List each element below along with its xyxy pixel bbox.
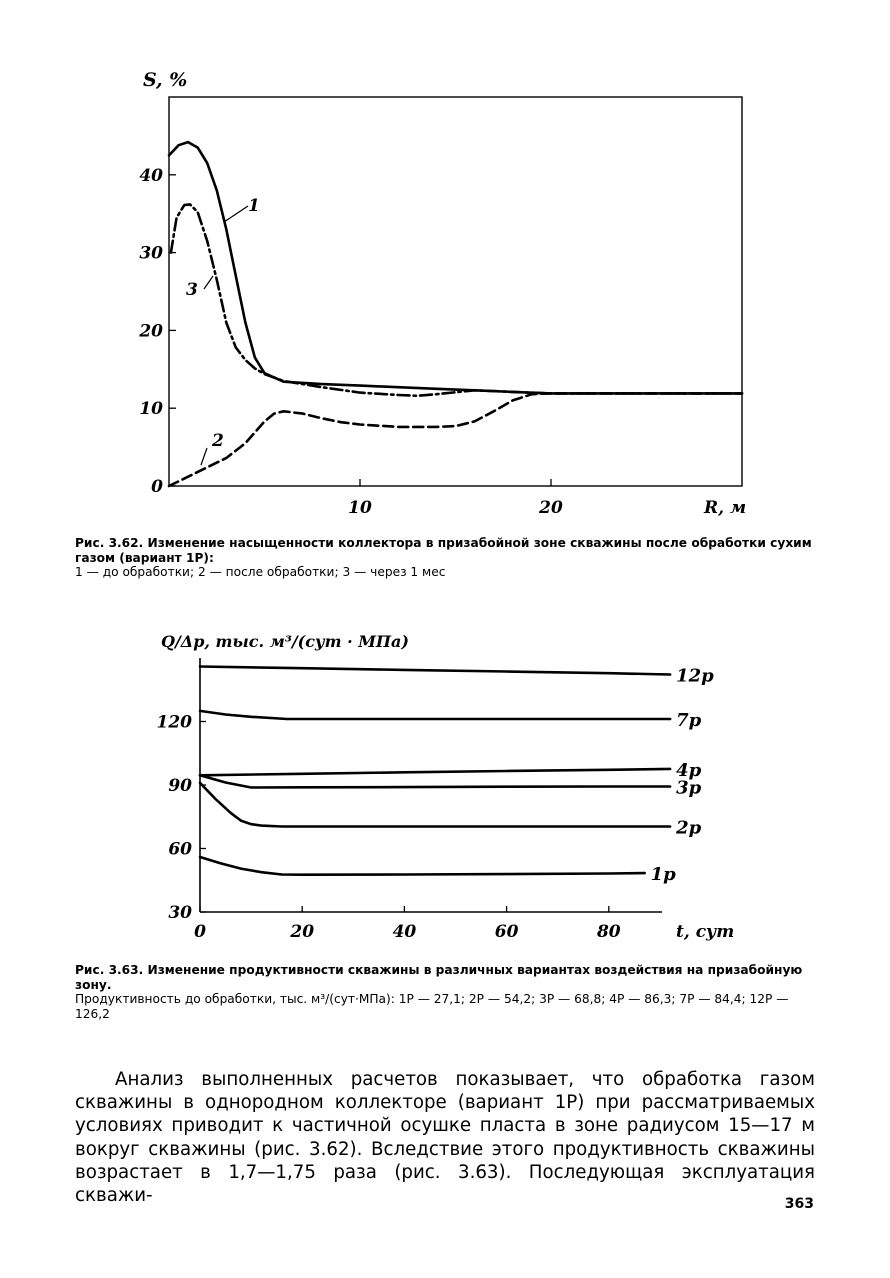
chart2-ylabel: Q/Δp, тыс. м³/(сут · МПа) [161, 632, 409, 651]
chart2-xlabel: t, сут [676, 922, 735, 942]
chart2-series-label: 7р [676, 709, 702, 731]
chart2-xtick-label: 60 [494, 922, 519, 942]
chart1-xtick-label: 20 [539, 498, 563, 518]
chart2-series-label: 3р [676, 777, 702, 799]
chart2-series [200, 666, 714, 886]
chart1-ytick-label: 0 [151, 477, 163, 497]
productivity-chart [0, 620, 890, 950]
label-1-leader [224, 206, 248, 222]
curve-label-2: 2 [212, 431, 224, 451]
chart2-ytick-label: 90 [168, 776, 192, 796]
chart1-ytick-label: 20 [139, 321, 163, 342]
chart2-ytick-label: 120 [156, 712, 192, 733]
chart1-xtick-label: 10 [348, 498, 372, 518]
chart1-series-2 [169, 393, 742, 486]
chart1-ticks [138, 166, 563, 518]
chart2-xtick-label: 80 [596, 922, 621, 942]
chart1-ytick-label: 40 [139, 165, 163, 186]
chart2-series-label: 12р [676, 665, 714, 687]
figure-3-62-caption [75, 536, 815, 580]
chart2-series-3р [200, 775, 670, 787]
chart1-xlabel: R, м [704, 498, 747, 518]
chart1-ytick-label: 10 [139, 399, 163, 420]
curve-label-1: 1 [248, 196, 260, 216]
chart1-ytick-label: 30 [139, 243, 163, 264]
body-paragraph: Анализ выполненных расчетов показывает, что обработка газом скважины в однородном коллекторе (вариант 1Р) при рассматриваемых условиях приводит к частичной осушке пласта в зоне радиусом 15—17 м вокруг скважины (рис. 3.62). Вследствие этого продуктивность скважины возрастает в 1,7—1,75 раза (рис. 3.63). Последующая эксплуатация скважи- [75, 1069, 815, 1207]
chart2-series-label: 1р [650, 864, 676, 886]
chart2-series-4р [200, 769, 670, 775]
curve-label-3: 3 [186, 280, 198, 300]
chart2-xtick-label: 0 [194, 922, 206, 942]
chart1-ylabel: S, % [143, 69, 188, 91]
figure-3-63-note: Продуктивность до обработки, тыс. м³/(сут·МПа): 1Р — 27,1; 2Р — 54,2; 3Р — 68,8; 4Р — 86,3; 7Р — 84,4; 12Р — 126,2 [75, 992, 789, 1021]
figure-3-62-legend: 1 — до обработки; 2 — после обработки; 3 — через 1 мес [75, 565, 446, 579]
figure-3-63-title: Рис. 3.63. Изменение продуктивности скважины в различных вариантах воздействия на призабойную зону. [75, 963, 803, 992]
chart1-series-1 [169, 142, 742, 393]
page-number: 363 [784, 1196, 814, 1212]
chart1-plot-frame [169, 97, 742, 486]
chart2-series-12р [200, 667, 670, 675]
chart1-series [169, 142, 742, 486]
chart2-xtick-label: 40 [392, 922, 417, 942]
chart2-ytick-label: 60 [168, 839, 192, 860]
chart2-series-7р [200, 711, 670, 719]
body-text [75, 1068, 815, 1207]
label-2-leader [201, 448, 207, 465]
chart2-series-1р [200, 857, 645, 875]
chart1-series-3 [171, 204, 742, 395]
figure-3-63-caption [75, 963, 815, 1021]
figure-3-62-title: Рис. 3.62. Изменение насыщенности коллектора в призабойной зоне скважины после обработки сухим газом (вариант 1Р): [75, 536, 812, 565]
saturation-chart [0, 0, 890, 620]
chart2-series-label: 4р [676, 759, 702, 781]
chart2-xtick-label: 20 [290, 922, 315, 942]
chart2-series-label: 2р [676, 817, 702, 839]
chart2-series-2р [200, 783, 670, 827]
chart2-ytick-label: 30 [168, 903, 192, 923]
label-3-leader [204, 276, 213, 289]
